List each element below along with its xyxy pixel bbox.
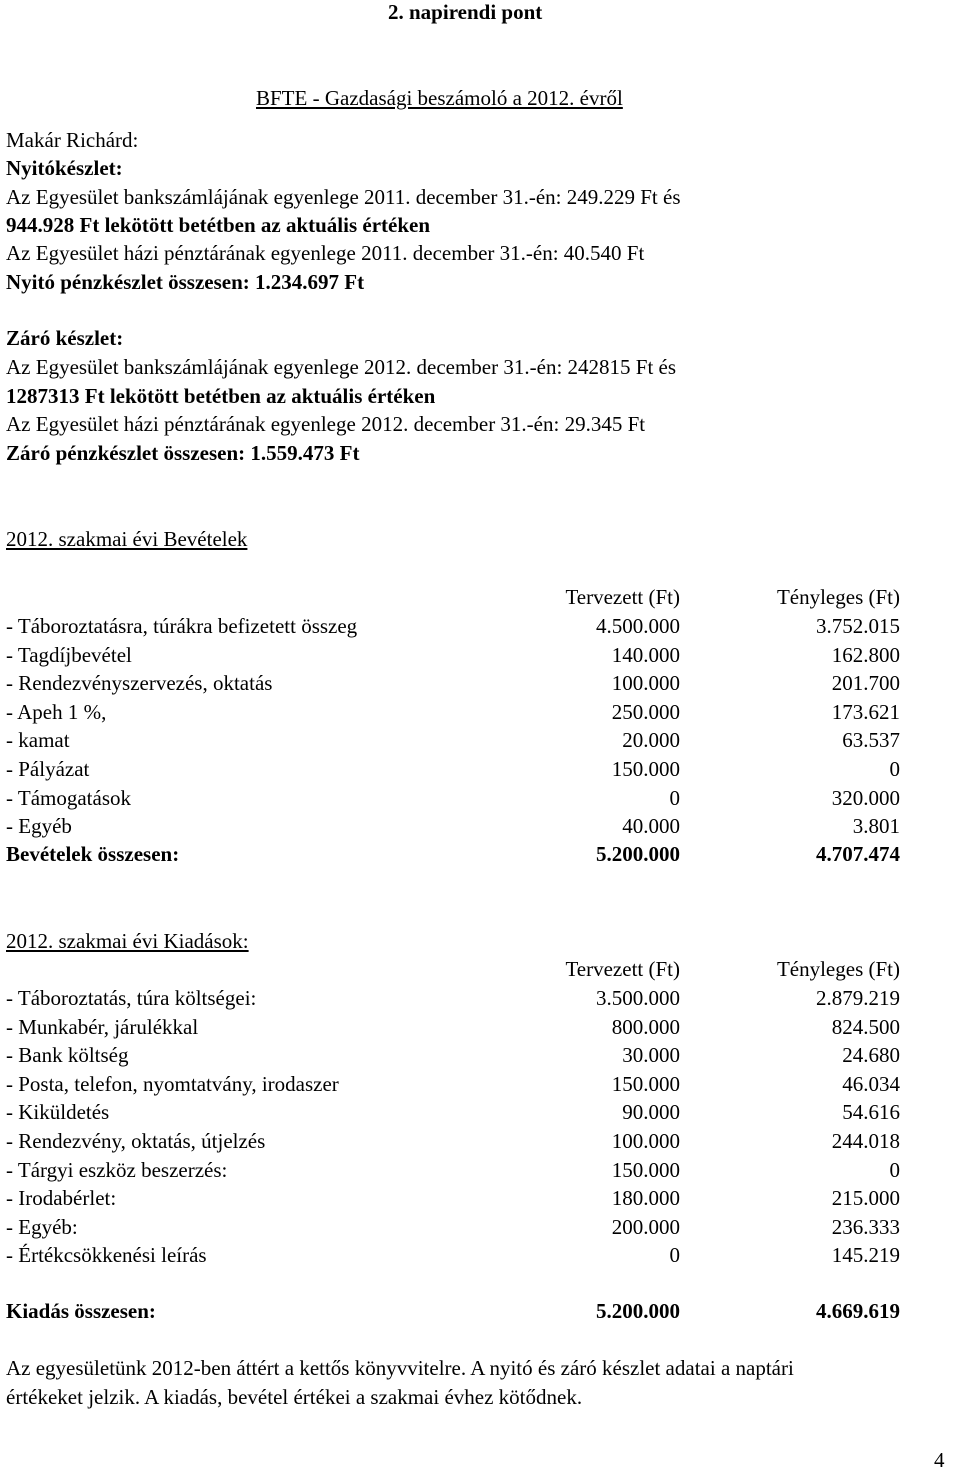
income-header-row bbox=[0, 585, 960, 609]
income-total-label: Bevételek összesen: bbox=[6, 842, 180, 866]
income-total-row bbox=[0, 842, 960, 866]
expenses-row bbox=[0, 1158, 960, 1182]
expenses-row-actual: 46.034 bbox=[842, 1071, 900, 1096]
income-row-label: - Rendezvényszervezés, oktatás bbox=[6, 671, 273, 696]
income-row-planned: 140.000 bbox=[611, 642, 680, 667]
expenses-row bbox=[0, 1015, 960, 1039]
expenses-row bbox=[0, 1100, 960, 1124]
income-row-planned: 40.000 bbox=[622, 814, 680, 839]
income-row-actual: 0 bbox=[889, 757, 900, 781]
expenses-row-actual: 0 bbox=[889, 1157, 900, 1182]
opening-line-2: 944.928 Ft lekötött betétben az aktuális értéken bbox=[6, 213, 431, 237]
income-row-label: - kamat bbox=[6, 728, 70, 753]
expenses-row bbox=[0, 1215, 960, 1239]
expenses-row bbox=[0, 1129, 960, 1153]
page-number: 4 bbox=[934, 1448, 945, 1472]
opening-total: Nyitó pénzkészlet összesen: 1.234.697 Ft bbox=[6, 270, 365, 294]
expenses-total-actual: 4.669.619 bbox=[816, 1299, 900, 1323]
expenses-row-label: - Táboroztatás, túra költségei: bbox=[6, 986, 257, 1010]
income-row bbox=[0, 757, 960, 781]
income-row bbox=[0, 700, 960, 724]
income-row-planned: 4.500.000 bbox=[596, 614, 680, 638]
opening-line-1: Az Egyesület bankszámlájának egyenlege 2011. december 31.-én: 249.229 Ft és bbox=[6, 185, 681, 209]
expenses-row bbox=[0, 1072, 960, 1096]
opening-line-3: Az Egyesület házi pénztárának egyenlege 2011. december 31.-én: 40.540 Ft bbox=[6, 241, 645, 265]
income-row-label: - Támogatások bbox=[6, 785, 131, 810]
expenses-row-planned: 30.000 bbox=[622, 1043, 680, 1068]
expenses-row-planned: 800.000 bbox=[611, 1014, 680, 1039]
expenses-row-actual: 824.500 bbox=[831, 1014, 900, 1039]
expenses-row-actual: 24.680 bbox=[842, 1043, 900, 1068]
income-row-label: - Egyéb bbox=[6, 814, 72, 839]
expenses-row-actual: 2.879.219 bbox=[816, 986, 900, 1010]
note-line-1: Az egyesületünk 2012-ben áttért a kettős könyvvitelre. A nyitó és záró készlet adatai a naptári bbox=[6, 1356, 794, 1380]
income-row-planned: 20.000 bbox=[622, 728, 680, 753]
income-row-planned: 0 bbox=[669, 785, 680, 810]
closing-line-2: 1287313 Ft lekötött betétben az aktuális értéken bbox=[6, 384, 436, 408]
expenses-row-label: - Posta, telefon, nyomtatvány, irodaszer bbox=[6, 1071, 339, 1096]
expenses-header-row bbox=[0, 957, 960, 981]
expenses-row-planned: 150.000 bbox=[611, 1071, 680, 1096]
expenses-row-planned: 90.000 bbox=[622, 1100, 680, 1125]
expenses-row-actual: 145.219 bbox=[831, 1243, 900, 1268]
expenses-total-planned: 5.200.000 bbox=[596, 1299, 680, 1323]
income-row-label: - Táboroztatásra, túrákra befizetett összeg bbox=[6, 614, 358, 638]
closing-heading: Záró készlet: bbox=[6, 326, 124, 350]
income-row-actual: 320.000 bbox=[831, 785, 900, 810]
income-col-actual: Tényleges (Ft) bbox=[776, 585, 900, 609]
expenses-row bbox=[0, 986, 960, 1010]
expenses-total-row bbox=[0, 1299, 960, 1323]
expenses-row-label: - Bank költség bbox=[6, 1043, 129, 1068]
income-row-planned: 150.000 bbox=[611, 757, 680, 781]
expenses-row-planned: 100.000 bbox=[611, 1129, 680, 1153]
expenses-row-planned: 3.500.000 bbox=[596, 986, 680, 1010]
note-line-2: értékeket jelzik. A kiadás, bevétel értékei a szakmai évhez kötődnek. bbox=[6, 1385, 583, 1409]
income-row-actual: 162.800 bbox=[831, 642, 900, 667]
expenses-row-actual: 215.000 bbox=[831, 1186, 900, 1211]
income-row bbox=[0, 786, 960, 810]
expenses-row-label: - Értékcsökkenési leírás bbox=[6, 1243, 207, 1268]
income-row bbox=[0, 643, 960, 667]
closing-line-1: Az Egyesület bankszámlájának egyenlege 2012. december 31.-én: 242815 Ft és bbox=[6, 355, 677, 379]
income-row-label: - Apeh 1 %, bbox=[6, 699, 107, 724]
income-heading: 2012. szakmai évi Bevételek bbox=[6, 527, 248, 551]
expenses-heading: 2012. szakmai évi Kiadások: bbox=[6, 929, 249, 953]
income-row bbox=[0, 671, 960, 695]
expenses-row bbox=[0, 1043, 960, 1067]
income-row-actual: 63.537 bbox=[842, 728, 900, 753]
income-row-actual: 173.621 bbox=[831, 699, 900, 724]
expenses-col-actual: Tényleges (Ft) bbox=[776, 957, 900, 981]
expenses-row-actual: 54.616 bbox=[842, 1100, 900, 1125]
income-row-actual: 3.801 bbox=[852, 814, 900, 839]
expenses-row-label: - Munkabér, járulékkal bbox=[6, 1014, 199, 1039]
income-row bbox=[0, 614, 960, 638]
expenses-row-label: - Rendezvény, oktatás, útjelzés bbox=[6, 1129, 266, 1153]
agenda-label: 2. napirendi pont bbox=[388, 0, 543, 24]
expenses-row-planned: 180.000 bbox=[611, 1186, 680, 1211]
income-row-label: - Tagdíjbevétel bbox=[6, 642, 132, 667]
income-row bbox=[0, 814, 960, 838]
expenses-row-label: - Egyéb: bbox=[6, 1214, 78, 1239]
closing-line-3: Az Egyesület házi pénztárának egyenlege 2012. december 31.-én: 29.345 Ft bbox=[6, 412, 646, 436]
expenses-row-planned: 0 bbox=[669, 1243, 680, 1268]
expenses-row-planned: 150.000 bbox=[611, 1157, 680, 1182]
income-row-actual: 201.700 bbox=[831, 671, 900, 696]
income-row-label: - Pályázat bbox=[6, 757, 90, 781]
expenses-row bbox=[0, 1186, 960, 1210]
income-total-planned: 5.200.000 bbox=[596, 842, 680, 866]
expenses-row-actual: 236.333 bbox=[831, 1214, 900, 1239]
income-col-planned: Tervezett (Ft) bbox=[565, 585, 680, 609]
income-total-actual: 4.707.474 bbox=[816, 842, 900, 866]
expenses-row bbox=[0, 1243, 960, 1267]
closing-total: Záró pénzkészlet összesen: 1.559.473 Ft bbox=[6, 441, 360, 465]
opening-heading: Nyitókészlet: bbox=[6, 156, 123, 180]
page-title: BFTE - Gazdasági beszámoló a 2012. évről bbox=[256, 86, 623, 110]
expenses-total-label: Kiadás összesen: bbox=[6, 1299, 156, 1323]
expenses-row-label: - Irodabérlet: bbox=[6, 1186, 117, 1211]
income-row-actual: 3.752.015 bbox=[816, 614, 900, 638]
expenses-row-actual: 244.018 bbox=[831, 1129, 900, 1153]
expenses-row-label: - Tárgyi eszköz beszerzés: bbox=[6, 1157, 228, 1182]
income-row-planned: 250.000 bbox=[611, 699, 680, 724]
expenses-row-planned: 200.000 bbox=[611, 1214, 680, 1239]
expenses-col-planned: Tervezett (Ft) bbox=[565, 957, 680, 981]
income-row-planned: 100.000 bbox=[611, 671, 680, 696]
income-row bbox=[0, 728, 960, 752]
speaker-name: Makár Richárd: bbox=[6, 128, 139, 152]
expenses-row-label: - Kiküldetés bbox=[6, 1100, 110, 1125]
